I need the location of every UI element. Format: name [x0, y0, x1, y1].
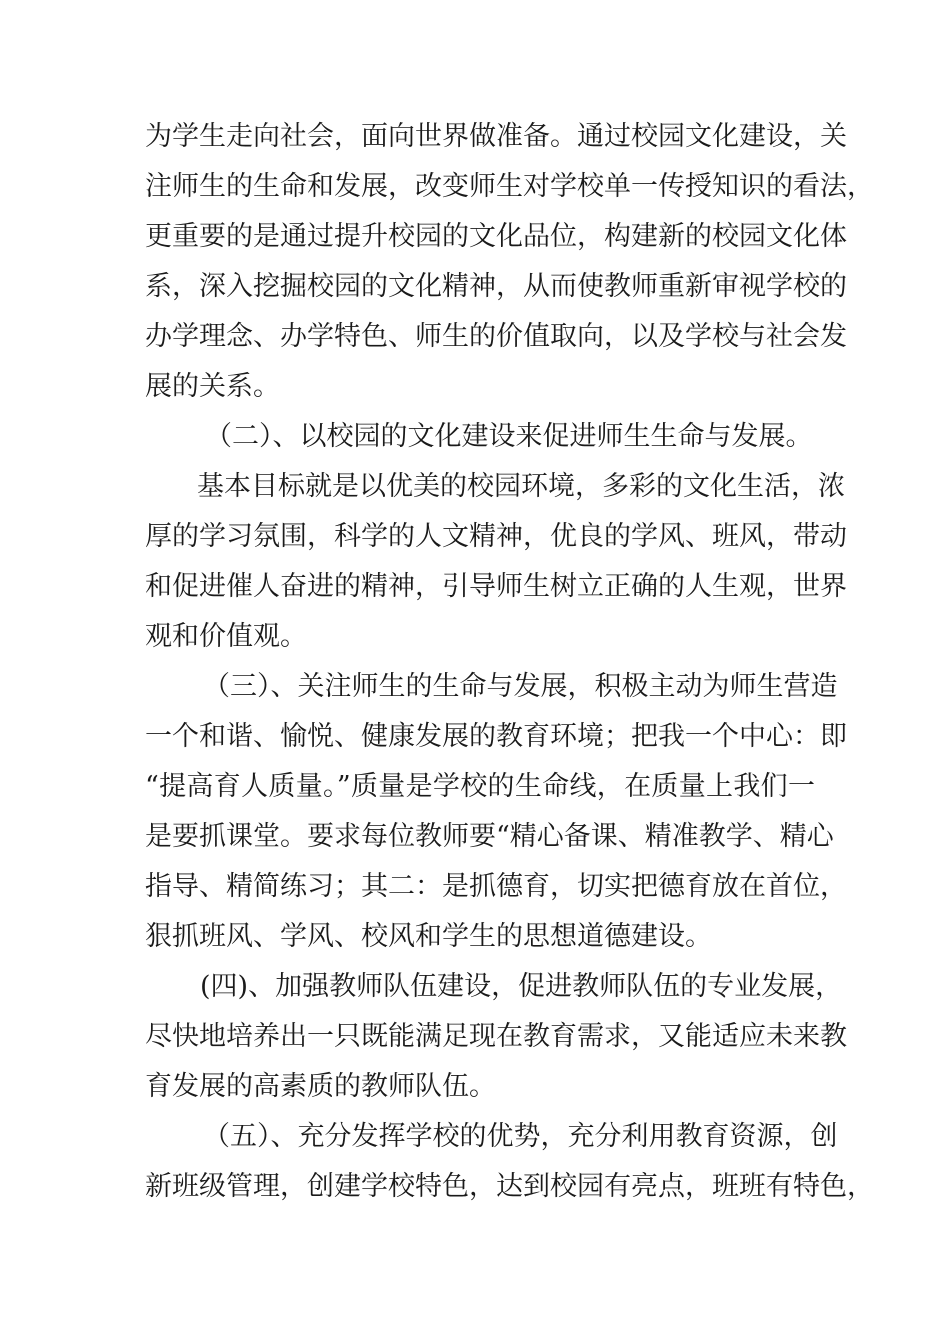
text-line: (四)、加强教师队伍建设，促进教师队伍的专业发展， [200, 971, 843, 1002]
text-line: 和促进催人奋进的精神，引导师生树立正确的人生观，世界 [145, 571, 847, 602]
text-line: 更重要的是通过提升校园的文化品位，构建新的校园文化体 [145, 221, 847, 252]
text-line: 观和价值观。 [145, 621, 307, 652]
text-line: 育发展的高素质的教师队伍。 [145, 1071, 496, 1102]
text-line: 系，深入挖掘校园的文化精神，从而使教师重新审视学校的 [145, 271, 847, 302]
text-line: 指导、精简练习；其二：是抓德育，切实把德育放在首位， [145, 871, 847, 902]
text-line: 厚的学习氛围，科学的人文精神，优良的学风、班风，带动 [145, 521, 847, 552]
section-paragraph-4 [145, 962, 847, 1112]
section-paragraph-5 [145, 1112, 874, 1212]
text-line: “提高育人质量。”质量是学校的生命线，在质量上我们一 [145, 771, 815, 802]
text-line: 展的关系。 [145, 371, 280, 402]
text-line: （五）、充分发挥学校的优势，充分利用教育资源，创 [203, 1121, 838, 1152]
text-line: 为学生走向社会，面向世界做准备。通过校园文化建设，关 [145, 121, 847, 152]
section-paragraph-3 [145, 662, 847, 962]
text-line: 一个和谐、愉悦、健康发展的教育环境；把我一个中心：即 [145, 721, 847, 752]
body-text [145, 112, 874, 1212]
paragraph-basic-goal [145, 462, 847, 662]
section-heading-2 [145, 412, 815, 462]
text-line: 注师生的生命和发展，改变师生对学校单一传授知识的看法， [145, 171, 874, 202]
text-line: （二）、以校园的文化建设来促进师生生命与发展。 [205, 421, 813, 452]
text-line: 狠抓班风、学风、校风和学生的思想道德建设。 [145, 921, 712, 952]
text-line: 尽快地培养出一只既能满足现在教育需求，又能适应未来教 [145, 1021, 847, 1052]
text-line: 是要抓课堂。要求每位教师要“精心备课、精准教学、精心 [145, 821, 834, 852]
text-line: 新班级管理，创建学校特色，达到校园有亮点，班班有特色， [145, 1171, 874, 1202]
text-line: （三）、关注师生的生命与发展，积极主动为师生营造 [203, 671, 838, 702]
text-line: 基本目标就是以优美的校园环境，多彩的文化生活，浓 [197, 471, 845, 502]
paragraph-culture-intro [145, 112, 874, 412]
text-line: 办学理念、办学特色、师生的价值取向，以及学校与社会发 [145, 321, 847, 352]
